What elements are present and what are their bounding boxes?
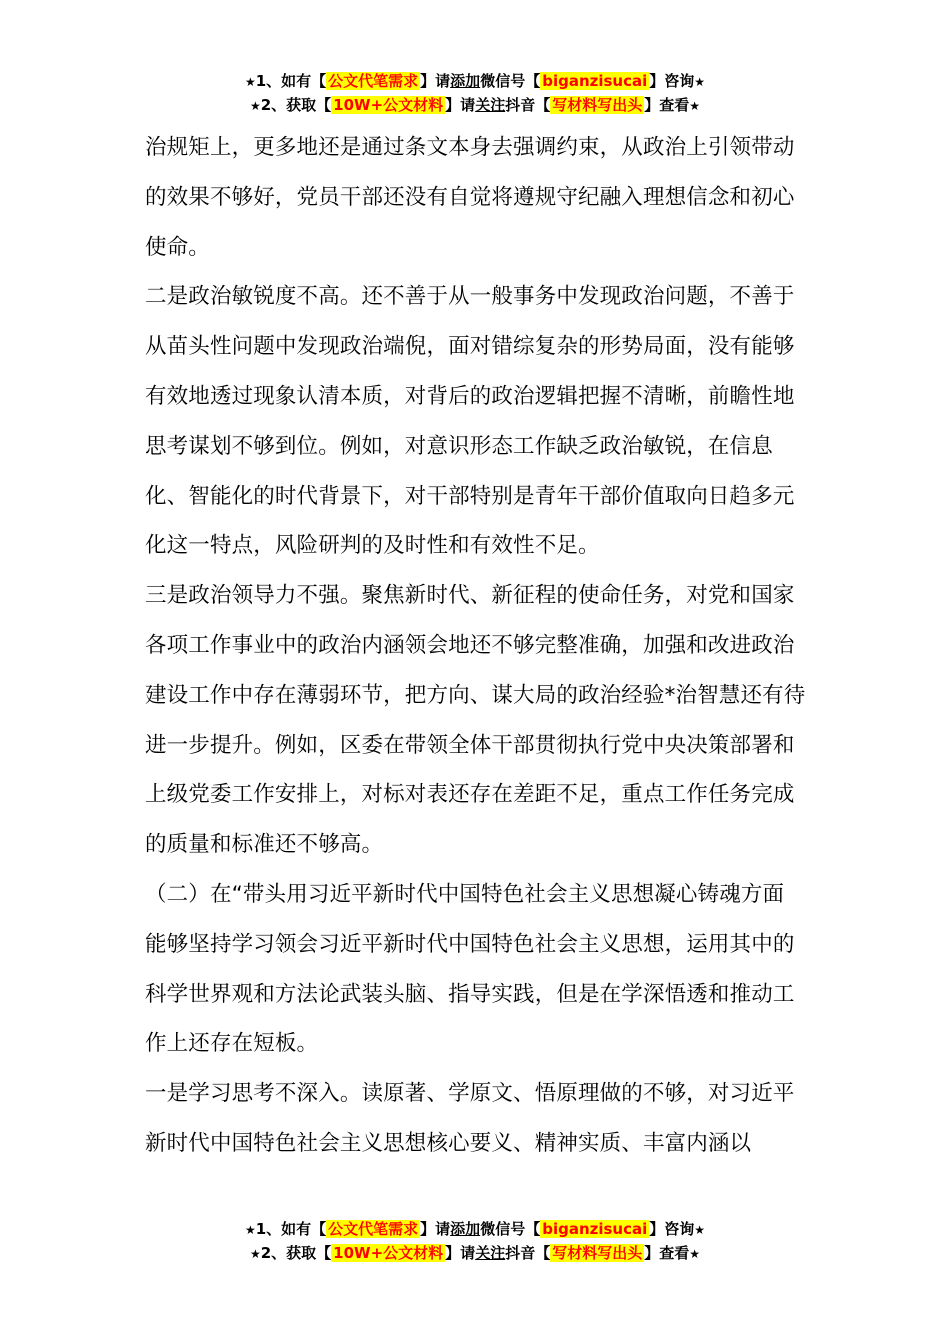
highlight-douyin-account: 写材料写出头 [552, 1244, 643, 1262]
star-icon: ★ [244, 75, 256, 89]
highlight-materials: 10W+公文材料 [333, 96, 444, 114]
banner-text: 微信号【 [480, 72, 541, 90]
banner-text: 】咨询 [649, 1220, 695, 1238]
banner-text: 抖音【 [505, 96, 551, 114]
highlight-wechat-id: biganzisucai [542, 1220, 648, 1238]
paragraph: 一是学习思考不深入。读原著、学原文、悟原理做的不够，对习近平新时代中国特色社会主义思想核心要义、精神实质、丰富内涵以 [145, 1081, 795, 1156]
banner-text: 】请 [445, 96, 476, 114]
paragraph: 治规矩上，更多地还是通过条文本身去强调约束，从政治上引领带动的效果不够好，党员干部还没有自觉将遵规守纪融入理想信念和初心使命。 [145, 135, 795, 260]
highlight-materials: 10W+公文材料 [333, 1244, 444, 1262]
star-icon: ★ [694, 75, 706, 89]
banner-text: 】请 [445, 1244, 476, 1262]
banner-line-1 [0, 1218, 950, 1242]
underlined-text: 关注 [475, 96, 506, 114]
banner-line-1 [0, 70, 950, 94]
document-body [145, 123, 807, 1169]
banner-text: 】查看 [644, 1244, 690, 1262]
banner-text: 抖音【 [505, 1244, 551, 1262]
banner-text: 微信号【 [480, 1220, 541, 1238]
section-heading: （二）在“带头用习近平新时代中国特色社会主义思想凝心铸魂方面 [145, 881, 785, 907]
header-banner [0, 70, 950, 118]
paragraph: 二是政治敏锐度不高。还不善于从一般事务中发现政治问题，不善于从苗头性问题中发现政治端倪，面对错综复杂的形势局面，没有能够有效地透过现象认清本质，对背后的政治逻辑把握不清晰，前瞻性地思考谋划不够到位。例如，对意识形态工作缺乏政治敏锐，在信息化、智能化的时代背景下，对干部特别是青年干部价值取向日趋多元化这一特点，风险研判的及时性和有效性不足。 [145, 284, 795, 559]
paragraph: 能够坚持学习领会习近平新时代中国特色社会主义思想，运用其中的科学世界观和方法论武装头脑、指导实践，但是在学深悟透和推动工作上还存在短板。 [145, 931, 795, 1057]
star-icon: ★ [249, 1247, 261, 1261]
banner-text: 2、获取【 [260, 1244, 332, 1262]
underlined-text: 添加 [450, 1220, 481, 1238]
star-icon: ★ [689, 1247, 701, 1261]
banner-text: 】请 [420, 1220, 451, 1238]
highlight-wechat-id: biganzisucai [542, 72, 648, 90]
underlined-text: 添加 [450, 72, 481, 90]
star-icon: ★ [249, 99, 261, 113]
underlined-text: 关注 [475, 1244, 506, 1262]
banner-text: 】请 [420, 72, 451, 90]
banner-text: 1、如有【 [255, 72, 327, 90]
banner-text: 】咨询 [649, 72, 695, 90]
footer-banner [0, 1218, 950, 1266]
banner-text: 1、如有【 [255, 1220, 327, 1238]
banner-text: 2、获取【 [260, 96, 332, 114]
highlight-service: 公文代笔需求 [328, 1220, 419, 1238]
banner-line-2 [0, 94, 950, 118]
star-icon: ★ [244, 1223, 256, 1237]
highlight-service: 公文代笔需求 [328, 72, 419, 90]
paragraph: 三是政治领导力不强。聚焦新时代、新征程的使命任务，对党和国家各项工作事业中的政治内涵领会地还不够完整准确，加强和改进政治建设工作中存在薄弱环节，把方向、谋大局的政治经验*治智慧还有待进一步提升。例如，区委在带领全体干部贯彻执行党中央决策部署和上级党委工作安排上，对标对表还存在差距不足，重点工作任务完成的质量和标准还不够高。 [145, 583, 806, 858]
banner-line-2 [0, 1242, 950, 1266]
star-icon: ★ [689, 99, 701, 113]
star-icon: ★ [694, 1223, 706, 1237]
highlight-douyin-account: 写材料写出头 [552, 96, 643, 114]
banner-text: 】查看 [644, 96, 690, 114]
